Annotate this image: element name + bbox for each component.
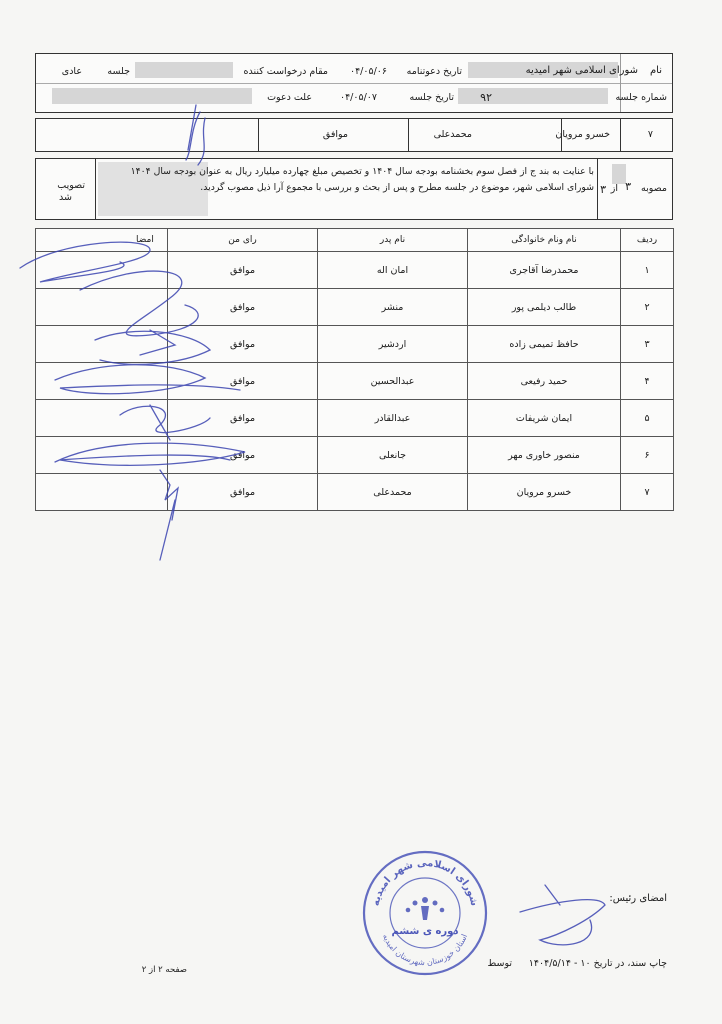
row-name: حافظ تمیمی زاده: [468, 326, 621, 363]
stamp-text-mid: دوره ی ششم: [391, 926, 459, 937]
table-row: [36, 437, 674, 474]
row-vote: موافق: [168, 363, 318, 400]
row-vote: موافق: [168, 252, 318, 289]
row-signature: [36, 252, 168, 289]
session-date-value: ۰۴/۰۵/۰۷: [339, 92, 377, 103]
top-row-index: ۷: [647, 129, 653, 140]
header-vote: رای من: [168, 229, 318, 252]
session-number-value: ۹۲: [480, 91, 492, 104]
row-father: جانعلی: [318, 437, 468, 474]
resolution-label: مصوبه: [641, 183, 667, 194]
council-name-label: نام: [649, 65, 662, 76]
resolution-text-line1: با عنایت به بند ج از فصل سوم بخشنامه بودجه سال ۱۴۰۴ و تخصیص مبلغ چهارده میلیارد ریال به عنوان بودجه سال ۱۴۰۴: [130, 166, 594, 177]
row-vote: موافق: [168, 289, 318, 326]
row-index: ۱: [621, 252, 674, 289]
invite-date-value: ۰۴/۰۵/۰۶: [349, 66, 387, 77]
session-number-label: شماره جلسه: [615, 92, 667, 103]
header-father: نام پدر: [318, 229, 468, 252]
row-signature: [36, 400, 168, 437]
table-row: [36, 400, 674, 437]
row-father: عبدالحسین: [318, 363, 468, 400]
row-index: ۵: [621, 400, 674, 437]
row-signature: [36, 474, 168, 511]
council-name-value: شورای اسلامی شهر امیدیه: [525, 65, 638, 76]
resolution-number-b: ۳: [600, 183, 606, 196]
table-header-row: [36, 229, 674, 252]
resolution-of: از: [610, 183, 618, 194]
requester-label: مقام درخواست کننده: [243, 66, 328, 77]
stamp-text-bottom: استان خوزستان شهرستان امیدیه: [380, 932, 470, 968]
session-date-label: تاریخ جلسه: [409, 92, 454, 103]
row-father: اردشیر: [318, 326, 468, 363]
invite-date-label: تاریخ دعوتنامه: [406, 66, 462, 77]
stamp-text-top: شورای اسلامی شهر امیدیه: [370, 857, 480, 908]
row-vote: موافق: [168, 400, 318, 437]
print-line: چاپ سند، در تاریخ ۱۰ - ۱۴۰۴/۵/۱۴: [528, 958, 667, 969]
table-row: [36, 326, 674, 363]
row-father: عبدالقادر: [318, 400, 468, 437]
top-row-name: خسرو مرویان: [555, 129, 610, 140]
row-name: منصور خاوری مهر: [468, 437, 621, 474]
header-index: ردیف: [621, 229, 674, 252]
table-row: [36, 363, 674, 400]
row-vote: موافق: [168, 326, 318, 363]
top-row-vote: موافق: [322, 129, 348, 140]
resolution-number-a: ۳: [625, 180, 631, 193]
row-index: ۳: [621, 326, 674, 363]
resolution-status-1: تصویب: [57, 180, 85, 191]
session-label: جلسه: [107, 66, 130, 77]
top-row-father: محمدعلی: [433, 129, 472, 140]
resolution-text-line2: شورای اسلامی شهر، موضوع در جلسه مطرح و پس از بحث و بررسی با مجموع آرا ذیل مصوب گردید.: [200, 182, 594, 193]
resolution-status-2: شد: [59, 192, 72, 203]
row-index: ۶: [621, 437, 674, 474]
emblem-icon: [406, 897, 445, 920]
chairman-signature-label: امضای رئیس:: [609, 893, 667, 904]
invite-reason-label: علت دعوت: [267, 92, 312, 103]
page-number: صفحه ۲ از ۲: [141, 965, 187, 975]
row-name: محمدرضا آقاجری: [468, 252, 621, 289]
row-name: ایمان شریفات: [468, 400, 621, 437]
row-name: حمید رفیعی: [468, 363, 621, 400]
votes-table: [35, 228, 674, 511]
row-index: ۴: [621, 363, 674, 400]
row-index: ۷: [621, 474, 674, 511]
svg-text:استان خوزستان شهرستان امیدیه: [381, 933, 469, 967]
row-name: طالب دیلمی پور: [468, 289, 621, 326]
table-row: [36, 289, 674, 326]
row-signature: [36, 437, 168, 474]
row-signature: [36, 326, 168, 363]
row-father: منشر: [318, 289, 468, 326]
row-vote: موافق: [168, 437, 318, 474]
print-by-label: توسط: [487, 958, 512, 969]
row-vote: موافق: [168, 474, 318, 511]
row-signature: [36, 289, 168, 326]
header-name: نام ونام خانوادگی: [468, 229, 621, 252]
table-row: [36, 252, 674, 289]
row-index: ۲: [621, 289, 674, 326]
header-signature: امضا: [36, 229, 168, 252]
row-signature: [36, 363, 168, 400]
row-name: خسرو مرویان: [468, 474, 621, 511]
table-row: [36, 474, 674, 511]
row-father: امان اله: [318, 252, 468, 289]
signature-chairman: [520, 885, 605, 945]
session-type: عادی: [61, 66, 82, 77]
council-stamp: [360, 848, 490, 978]
row-father: محمدعلی: [318, 474, 468, 511]
